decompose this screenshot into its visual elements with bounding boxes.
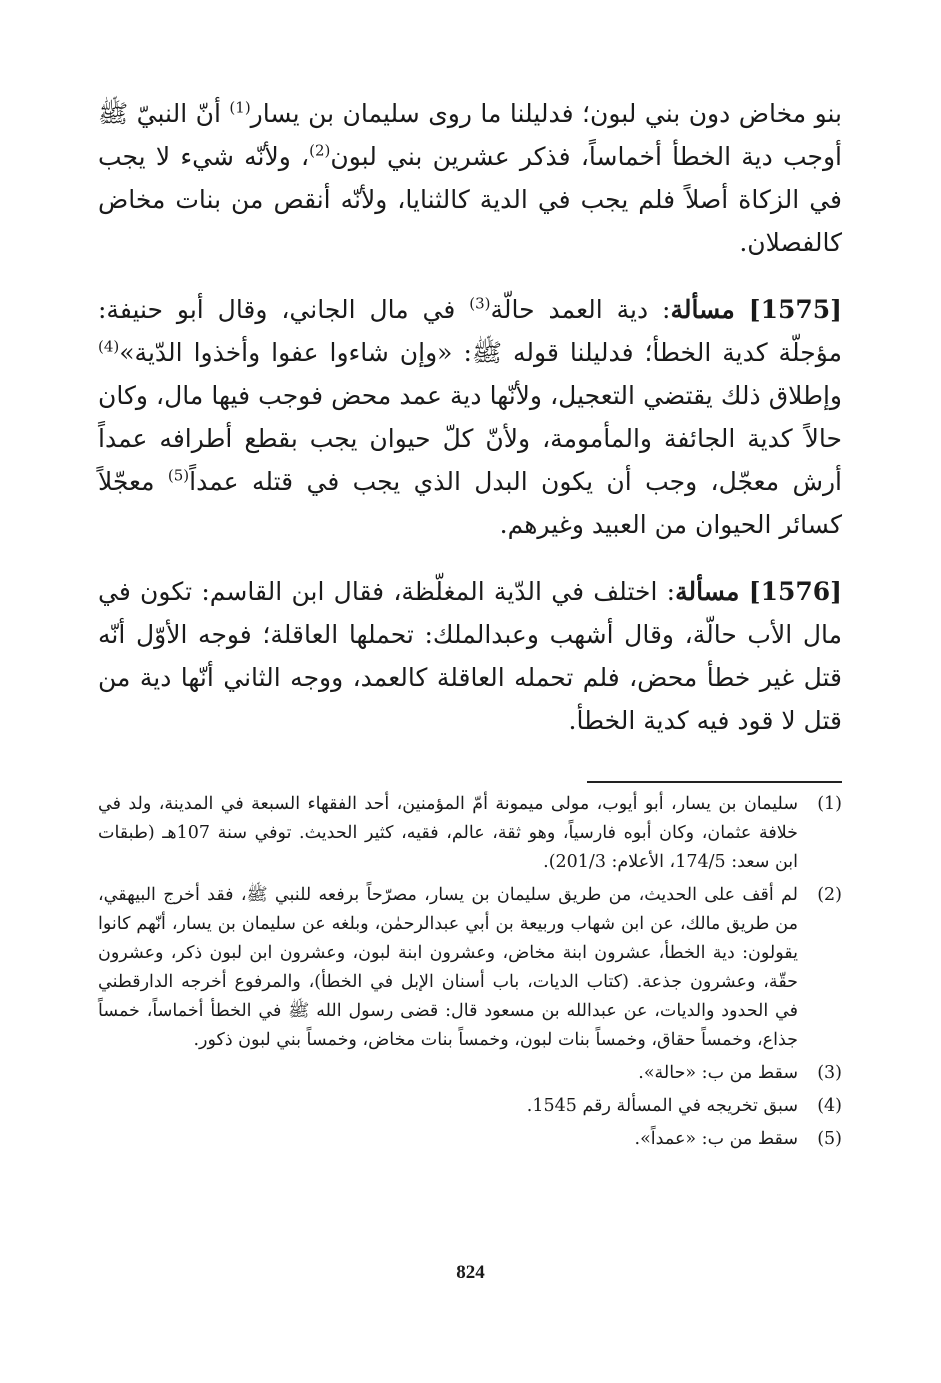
footnote-ref-4: (4): [98, 337, 120, 356]
issue-keyword: مسألة: [675, 577, 740, 606]
footnotes: [98, 790, 842, 1158]
footnote-ref-2: (2): [309, 141, 331, 160]
text-run: معجّلاً كسائر الحيوان من العبيد وغيرهم.: [98, 467, 842, 539]
issue-keyword: مسألة: [670, 295, 735, 324]
issue-number: [1575]: [748, 295, 842, 324]
footnote-5: [98, 1125, 842, 1154]
footnote-text: سقط من ب: «عمداً».: [634, 1129, 798, 1149]
footnote-4: [98, 1092, 842, 1121]
text-run: ، ولأنّه شيء لا يجب في الزكاة أصلاً فلم يجب في الدية كالثنايا، ولأنّه أنقص من بنات مخاض كالفصلان.: [98, 142, 842, 257]
footnote-number: (4): [817, 1096, 842, 1116]
footnote-text: لم أقف على الحديث، من طريق سليمان بن يسار، مصرّحاً برفعه للنبي ﷺ، فقد أخرج البيهقي، من طريق مالك، عن ابن شهاب وربيعة بن أبي عبدالرحمٰن، وبلغه عن سليمان بن يسار، أنّهم كانوا يقولون: دية الخطأ، عشرون ابنة مخاض، وعشرون ابنة لبون، وعشرون ابن لبون ذكر، وعشرون حقّة، وعشرون جذعة. (كتاب الديات، باب أسنان الإبل في الخطأ)، والمرفوع أخرجه الدارقطني في الحدود والديات، عن عبدالله بن مسعود قال: قضى رسول الله ﷺ في الخطأ أخماساً، خمساً جذاع، وخمساً حقاق، وخمساً بنات لبون، وخمساً بنات مخاض، وخمساً بني لبون ذكور.: [98, 885, 798, 1050]
footnote-number: (3): [817, 1063, 842, 1083]
text-run: : اختلف في الدّية المغلّظة، فقال ابن القاسم: تكون في مال الأب حالّة، وقال أشهب وعبدالملك: تحملها العاقلة؛ فوجه الأوّل أنّه قتل غير خطأ محض، فلم تحمله العاقلة كالعمد، ووجه الثاني أنّها دية من قتل لا قود فيه كدية الخطأ.: [98, 577, 842, 735]
footnote-text: سليمان بن يسار، أبو أيوب، مولى ميمونة أمّ المؤمنين، أحد الفقهاء السبعة في المدينة، ولد في خلافة عثمان، وكان أبوه فارسياً، وهو ثقة، عالم، فقيه، كثير الحديث. توفي سنة 107هـ (طبقات ابن سعد: 174/5، الأعلام: 201/3).: [98, 794, 798, 872]
paragraph-1575: [98, 288, 842, 546]
footnote-number: (5): [817, 1129, 842, 1149]
footnote-ref-5: (5): [167, 466, 190, 485]
footnote-number: (2): [817, 885, 842, 905]
text-run: : دية العمد حالّة: [490, 295, 671, 324]
text-run: وإطلاق ذلك يقتضي التعجيل، ولأنّها دية عمد محض فوجب فيها مال، وكان حالاً كدية الجائفة والمأمومة، ولأنّ كلّ حيوان يجب بقطع أطرافه عمداً أرش معجّل، وجب أن يكون البدل الذي يجب في قتله عمداً: [98, 381, 842, 496]
issue-number: [1576]: [748, 577, 843, 606]
page-number: 824: [456, 1262, 485, 1283]
footnote-ref-1: (1): [229, 98, 251, 117]
footnote-text: سقط من ب: «حالة».: [638, 1063, 798, 1083]
footnote-number: (1): [817, 794, 842, 814]
paragraph-1576: [98, 570, 842, 742]
footnote-text: سبق تخريجه في المسألة رقم 1545.: [526, 1096, 798, 1116]
main-text: [98, 92, 842, 742]
text-run: بنو مخاض دون بني لبون؛ فدليلنا ما روى سليمان بن يسار: [250, 99, 842, 128]
footnote-3: [98, 1059, 842, 1088]
footnote-2: [98, 881, 842, 1055]
footnote-ref-3: (3): [469, 294, 491, 313]
text-run: أنّ النبيّ ﷺ أوجب دية الخطأ أخماساً، فذكر عشرين بني لبون: [98, 99, 842, 171]
paragraph-1: [98, 92, 842, 264]
text-run: في مال الجاني، وقال أبو حنيفة: مؤجلّة كدية الخطأ؛ فدليلنا قوله ﷺ: «وإن شاءوا عفوا وأخذوا الدّية»: [98, 295, 842, 367]
footnote-1: [98, 790, 842, 877]
footnote-separator: [587, 781, 842, 783]
